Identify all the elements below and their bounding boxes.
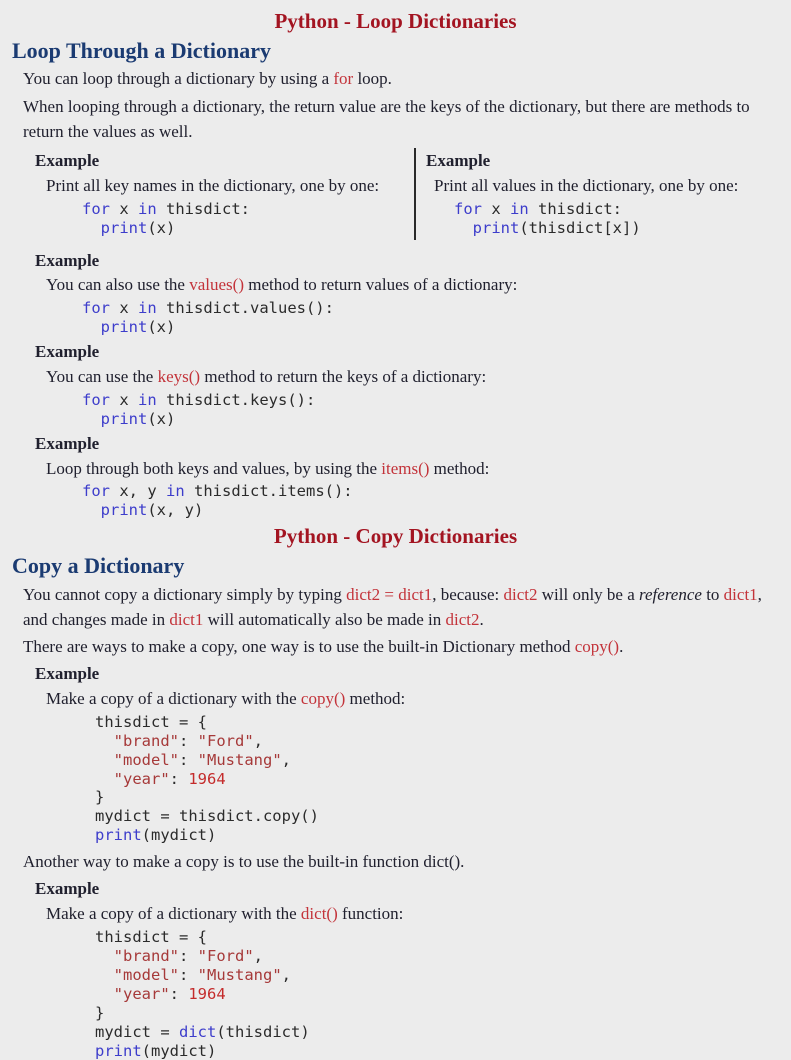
text-segment-kw: for (82, 200, 110, 218)
text-segment-plain: . (619, 637, 623, 656)
code-line (82, 318, 791, 337)
text-segment-str: "year" (114, 985, 170, 1003)
text-segment-code: thisdict.values(): (157, 299, 334, 317)
text-segment-plain: Print all key names in the dictionary, one by one: (46, 176, 379, 195)
text-segment-code: thisdict = { (95, 928, 207, 946)
text-segment-num: 1964 (188, 985, 225, 1003)
text-segment-code: x (482, 200, 510, 218)
section-heading-loop-through: Loop Through a Dictionary (12, 38, 791, 63)
section-heading-copy-dictionary: Copy a Dictionary (12, 553, 791, 578)
text-segment-plain: . (480, 610, 484, 629)
text-segment-code: , (254, 732, 263, 750)
text-segment-kw: print (101, 318, 148, 336)
two-column-examples (0, 146, 791, 246)
example-description (46, 273, 791, 297)
paragraph-copy-intro-1 (23, 582, 781, 632)
text-segment-code: (thisdict) (216, 1023, 309, 1041)
text-segment-code: x (110, 200, 138, 218)
text-segment-red: dict2 (446, 610, 480, 629)
text-segment-plain: method to return the keys of a dictionary: (200, 367, 486, 386)
code-line (82, 410, 791, 429)
example-description (46, 174, 414, 198)
text-segment-str: "model" (114, 751, 179, 769)
text-segment-plain: method: (429, 459, 489, 478)
text-segment-plain: Make a copy of a dictionary with the (46, 904, 301, 923)
text-segment-kw: print (101, 219, 148, 237)
text-segment-code: thisdict.keys(): (157, 391, 316, 409)
code-line (95, 826, 791, 845)
example-description (46, 687, 791, 711)
example-label: Example (35, 150, 414, 173)
text-segment-plain: method: (345, 689, 405, 708)
text-segment-code: x (110, 391, 138, 409)
text-segment-code: (x) (147, 219, 175, 237)
text-segment-plain: Loop through both keys and values, by using the (46, 459, 381, 478)
example-label: Example (35, 433, 791, 456)
text-segment-plain: When looping through a dictionary, the return value are the keys of the dictionary, but there are methods to return the values as well. (23, 97, 750, 141)
text-segment-kw: for (82, 391, 110, 409)
text-segment-kw: dict (179, 1023, 216, 1041)
text-segment-kw: print (101, 501, 148, 519)
code-line (95, 1004, 791, 1023)
text-segment-plain: You can use the (46, 367, 158, 386)
code-line (95, 1023, 791, 1042)
code-line (454, 200, 791, 219)
text-segment-code: (mydict) (142, 1042, 217, 1060)
doc-title-loop-dictionaries: Python - Loop Dictionaries (0, 9, 791, 34)
text-segment-plain: Print all values in the dictionary, one by one: (434, 176, 738, 195)
example-label: Example (35, 250, 791, 273)
text-segment-code (82, 501, 101, 519)
code-line (454, 219, 791, 238)
text-segment-plain: , because: (432, 585, 503, 604)
text-segment-kw: for (454, 200, 482, 218)
text-segment-kw: in (510, 200, 529, 218)
code-block-print-values (454, 200, 791, 238)
code-line (95, 1042, 791, 1060)
text-segment-red: dict1 (724, 585, 758, 604)
text-segment-code: (x) (147, 318, 175, 336)
text-segment-plain: Another way to make a copy is to use the built-in function dict(). (23, 852, 464, 871)
code-block-items-method (82, 482, 791, 520)
text-segment-code: , (282, 751, 291, 769)
text-segment-plain: will automatically also be made in (203, 610, 445, 629)
text-segment-code: x (110, 299, 138, 317)
text-segment-plain: loop. (353, 69, 392, 88)
text-segment-code: : (170, 770, 189, 788)
text-segment-code: (thisdict[x]) (519, 219, 640, 237)
text-segment-code (95, 947, 114, 965)
text-segment-kw: print (473, 219, 520, 237)
code-line (95, 713, 791, 732)
text-segment-code: : (170, 985, 189, 1003)
example-copy-method (0, 663, 791, 845)
paragraph-copy-intro-2 (23, 634, 781, 659)
text-segment-code (95, 732, 114, 750)
example-description (434, 174, 791, 198)
text-segment-red: copy() (575, 637, 619, 656)
text-segment-red: dict1 (169, 610, 203, 629)
code-line (82, 299, 791, 318)
code-line (95, 947, 791, 966)
text-segment-str: "brand" (114, 732, 179, 750)
text-segment-italic: reference (639, 585, 702, 604)
text-segment-code: } (95, 788, 104, 806)
text-segment-code: thisdict: (529, 200, 622, 218)
text-segment-code: mydict = thisdict.copy() (95, 807, 319, 825)
text-segment-plain: Make a copy of a dictionary with the (46, 689, 301, 708)
code-line (95, 751, 791, 770)
text-segment-code (454, 219, 473, 237)
example-description (46, 365, 791, 389)
text-segment-code: thisdict = { (95, 713, 207, 731)
text-segment-kw: for (82, 482, 110, 500)
text-segment-red: items() (381, 459, 429, 478)
code-block-print-keys (82, 200, 414, 238)
example-label: Example (35, 663, 791, 686)
text-segment-plain: will only be a (538, 585, 640, 604)
example-description (46, 902, 791, 926)
text-segment-plain: , and changes made in (23, 585, 762, 629)
text-segment-str: "Ford" (198, 732, 254, 750)
example-items-method (0, 433, 791, 521)
text-segment-red: values() (189, 275, 244, 294)
text-segment-kw: in (166, 482, 185, 500)
code-block-values-method (82, 299, 791, 337)
doc-title-copy-dictionaries: Python - Copy Dictionaries (0, 524, 791, 549)
code-line (95, 770, 791, 789)
code-block-keys-method (82, 391, 791, 429)
example-label: Example (35, 878, 791, 901)
text-segment-str: "Ford" (198, 947, 254, 965)
text-segment-plain: function: (338, 904, 404, 923)
text-segment-red: dict2 (504, 585, 538, 604)
text-segment-kw: in (138, 200, 157, 218)
example-print-keys (0, 146, 414, 246)
code-line (82, 200, 414, 219)
code-line (95, 732, 791, 751)
text-segment-str: "model" (114, 966, 179, 984)
text-segment-code (82, 318, 101, 336)
code-line (82, 482, 791, 501)
text-segment-plain: You can loop through a dictionary by using a (23, 69, 333, 88)
text-segment-code: } (95, 1004, 104, 1022)
text-segment-str: "year" (114, 770, 170, 788)
text-segment-kw: print (95, 1042, 142, 1060)
text-segment-code: : (179, 966, 198, 984)
code-line (95, 985, 791, 1004)
text-segment-kw: in (138, 391, 157, 409)
paragraph-another-way (23, 849, 781, 874)
text-segment-plain: There are ways to make a copy, one way is to use the built-in Dictionary method (23, 637, 575, 656)
text-segment-str: "Mustang" (198, 751, 282, 769)
example-print-values (416, 146, 791, 246)
example-label: Example (426, 150, 791, 173)
text-segment-num: 1964 (188, 770, 225, 788)
example-keys-method (0, 341, 791, 429)
text-segment-kw: print (95, 826, 142, 844)
text-segment-code: (x, y) (147, 501, 203, 519)
text-segment-code: : (179, 732, 198, 750)
code-line (95, 928, 791, 947)
code-line (95, 807, 791, 826)
text-segment-code: thisdict.items(): (185, 482, 353, 500)
text-segment-kw: for (82, 299, 110, 317)
text-segment-red: copy() (301, 689, 345, 708)
text-segment-red: keys() (158, 367, 200, 386)
text-segment-code (95, 751, 114, 769)
code-block-copy-method (95, 713, 791, 845)
code-line (95, 788, 791, 807)
code-block-dict-function (95, 928, 791, 1060)
text-segment-red: dict2 = dict1 (346, 585, 432, 604)
text-segment-plain: You cannot copy a dictionary simply by typing (23, 585, 346, 604)
text-segment-code: , (282, 966, 291, 984)
text-segment-plain: You can also use the (46, 275, 189, 294)
text-segment-code: (mydict) (142, 826, 217, 844)
text-segment-plain: method to return values of a dictionary: (244, 275, 517, 294)
text-segment-kw: print (101, 410, 148, 428)
text-segment-code (95, 770, 114, 788)
text-segment-code: mydict = (95, 1023, 179, 1041)
paragraph-loop-intro-2 (23, 94, 781, 144)
example-description (46, 457, 791, 481)
code-line (82, 501, 791, 520)
text-segment-code: : (179, 947, 198, 965)
example-values-method (0, 250, 791, 338)
text-segment-red: dict() (301, 904, 338, 923)
text-segment-code (95, 966, 114, 984)
text-segment-code: , (254, 947, 263, 965)
text-segment-code: x, y (110, 482, 166, 500)
paragraph-loop-intro-1 (23, 66, 781, 91)
text-segment-code: thisdict: (157, 200, 250, 218)
text-segment-kw: in (138, 299, 157, 317)
code-line (95, 966, 791, 985)
example-label: Example (35, 341, 791, 364)
example-dict-function (0, 878, 791, 1060)
text-segment-code (82, 410, 101, 428)
code-line (82, 391, 791, 410)
text-segment-red: for (333, 69, 353, 88)
text-segment-plain: to (702, 585, 724, 604)
text-segment-str: "brand" (114, 947, 179, 965)
text-segment-code: : (179, 751, 198, 769)
text-segment-code: (x) (147, 410, 175, 428)
text-segment-code (95, 985, 114, 1003)
text-segment-code (82, 219, 101, 237)
text-segment-str: "Mustang" (198, 966, 282, 984)
code-line (82, 219, 414, 238)
